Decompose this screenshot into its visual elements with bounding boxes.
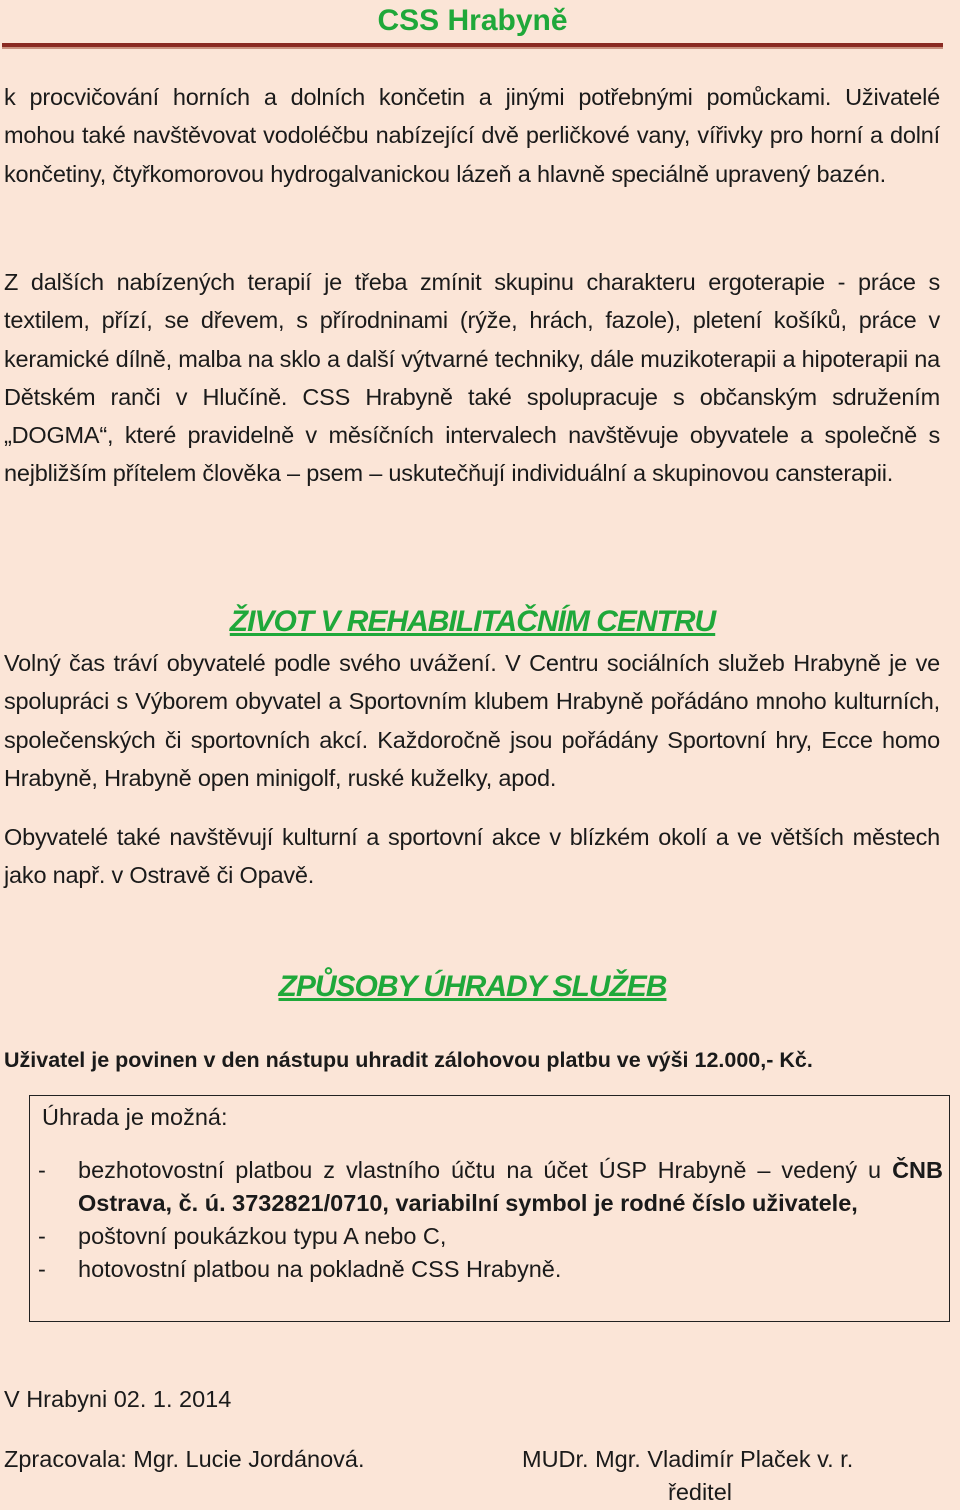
payment-option-text	[78, 1154, 943, 1220]
document-date: V Hrabyni 02. 1. 2014	[4, 1386, 232, 1412]
bank-account-details: ČNB Ostrava, č. ú. 3732821/0710, variabilní symbol je rodné číslo uživatele,	[78, 1157, 943, 1216]
list-dash: -	[38, 1157, 46, 1183]
director-name: MUDr. Mgr. Vladimír Plaček v. r.	[522, 1446, 854, 1472]
leisure-paragraph-2: Obyvatelé také navštěvují kulturní a sportovní akce v blízkém okolí a ve větších městech jako např. v Ostravě či Opavě.	[4, 824, 940, 889]
payment-options-list	[38, 1154, 943, 1286]
leisure-paragraph-1: Volný čas tráví obyvatelé podle svého uvážení. V Centru sociálních služeb Hrabyně je ve spolupráci s Výborem obyvatel a Sportovním klubem Hrabyně pořádáno mnoho kulturních, společenských či sportovních akcí. Každoročně jsou pořádány Sportovní hry, Ecce homo Hrabyně, Hrabyně open minigolf, ruské kuželky, apod.	[4, 650, 940, 791]
prepared-by: Zpracovala: Mgr. Lucie Jordánová.	[4, 1446, 365, 1472]
payment-option-text: poštovní poukázkou typu A nebo C,	[78, 1223, 447, 1249]
section-heading-rehab-life: ŽIVOT V REHABILITAČNÍM CENTRU	[229, 605, 716, 638]
list-dash: -	[38, 1256, 46, 1282]
section-heading-payment: ZPŮSOBY ÚHRADY SLUŽEB	[278, 970, 667, 1003]
director-role: ředitel	[668, 1479, 733, 1505]
bank-transfer-text: bezhotovostní platbou z vlastního účtu na účet ÚSP Hrabyně – vedený u	[78, 1157, 893, 1183]
payment-option-bank-transfer	[38, 1154, 943, 1220]
therapy-paragraph-1: k procvičování horních a dolních končetin a jinými potřebnými pomůckami. Uživatelé mohou také navštěvovat vodoléčbu nabízející dvě perličkové vany, vířivky pro horní a dolní končetiny, čtyřkomorovou hydrogalvanickou lázeň a hlavně speciálně upravený bazén.	[4, 84, 940, 187]
therapy-paragraph-2: Z dalších nabízených terapií je třeba zmínit skupinu charakteru ergoterapie - práce s textilem, přízí, se dřevem, s přírodninami (rýže, hrách, fazole), pletení košíků, práce v keramické dílně, malba na sklo a další výtvarné techniky, dále muzikoterapii a hipoterapii na Dětském ranči v Hlučíně. CSS Hrabyně také spolupracuje s občanským sdružením „DOGMA“, které pravidelně v měsíčních intervalech navštěvuje obyvatele a společně s nejbližším přítelem člověka – psem – uskutečňují individuální a skupinovou cansterapii.	[4, 269, 940, 487]
payment-option-text: hotovostní platbou na pokladně CSS Hrabyně.	[78, 1256, 562, 1282]
payment-options-box	[29, 1095, 950, 1322]
list-dash: -	[38, 1223, 46, 1249]
deposit-notice: Uživatel je povinen v den nástupu uhradit zálohovou platbu ve výši 12.000,- Kč.	[4, 1048, 813, 1072]
payment-option-postal-order	[38, 1220, 943, 1253]
header-divider	[2, 43, 943, 49]
payment-options-intro: Úhrada je možná:	[42, 1104, 228, 1130]
payment-option-cash	[38, 1253, 943, 1286]
page-header-title: CSS Hrabyně	[377, 4, 568, 37]
